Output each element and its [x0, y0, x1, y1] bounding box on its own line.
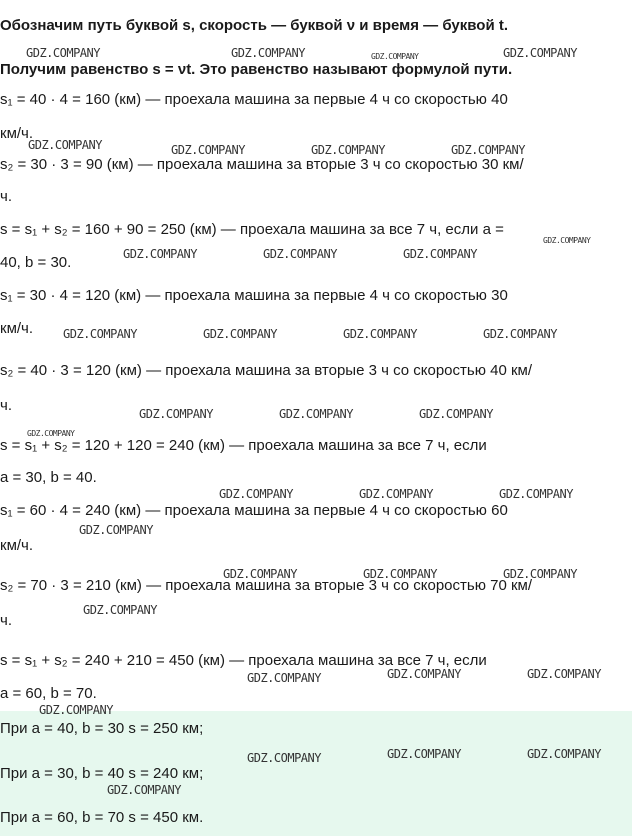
case3-s1-unit: км/ч.	[0, 537, 34, 554]
case3-s2-line: s₂ = 70 · 3 = 210 (км) — проехала машина за вторые 3 ч со скоростью 70 км/	[0, 577, 533, 594]
watermark: GDZ.COMPANY	[28, 138, 102, 152]
watermark: GDZ.COMPANY	[359, 487, 433, 501]
case1-total-line: s = s₁ + s₂ = 160 + 90 = 250 (км) — проехала машина за все 7 ч, если a =	[0, 221, 504, 238]
watermark: GDZ.COMPANY	[363, 567, 437, 581]
watermark: GDZ.COMPANY	[139, 407, 213, 421]
answer-1: При a = 40, b = 30 s = 250 км;	[0, 720, 204, 737]
watermark: GDZ.COMPANY	[63, 327, 137, 341]
watermark: GDZ.COMPANY	[387, 667, 461, 681]
watermark: GDZ.COMPANY	[263, 247, 337, 261]
case3-values: a = 60, b = 70.	[0, 685, 97, 702]
watermark: GDZ.COMPANY	[79, 523, 153, 537]
watermark: GDZ.COMPANY	[503, 46, 577, 60]
watermark: GDZ.COMPANY	[503, 567, 577, 581]
case1-s2-line: s₂ = 30 · 3 = 90 (км) — проехала машина за вторые 3 ч со скоростью 30 км/	[0, 156, 524, 173]
watermark: GDZ.COMPANY	[311, 143, 385, 157]
watermark: GDZ.COMPANY	[219, 487, 293, 501]
intro-line: Обозначим путь буквой s, скорость — буквой ν и время — буквой t.	[0, 17, 509, 34]
case3-total-line: s = s₁ + s₂ = 240 + 210 = 450 (км) — проехала машина за все 7 ч, если	[0, 652, 487, 669]
case1-s2-unit: ч.	[0, 188, 12, 205]
case3-s1-line: s₁ = 60 · 4 = 240 (км) — проехала машина за первые 4 ч со скоростью 60	[0, 502, 508, 519]
case2-values: a = 30, b = 40.	[0, 469, 97, 486]
case2-s1-line: s₁ = 30 · 4 = 120 (км) — проехала машина за первые 4 ч со скоростью 30	[0, 287, 508, 304]
watermark: GDZ.COMPANY	[387, 747, 461, 761]
formula-line: Получим равенство s = νt. Это равенство называют формулой пути.	[0, 61, 513, 78]
watermark: GDZ.COMPANY	[171, 143, 245, 157]
watermark: GDZ.COMPANY	[499, 487, 573, 501]
case1-values: 40, b = 30.	[0, 254, 72, 271]
watermark: GDZ.COMPANY	[451, 143, 525, 157]
watermark: GDZ.COMPANY	[247, 671, 321, 685]
watermark: GDZ.COMPANY	[543, 236, 591, 245]
watermark: GDZ.COMPANY	[27, 429, 75, 438]
answer-2: При a = 30, b = 40 s = 240 км;	[0, 765, 204, 782]
watermark: GDZ.COMPANY	[483, 327, 557, 341]
case3-s2-unit: ч.	[0, 612, 12, 629]
watermark: GDZ.COMPANY	[371, 52, 419, 61]
watermark: GDZ.COMPANY	[403, 247, 477, 261]
case2-s1-unit: км/ч.	[0, 320, 34, 337]
watermark: GDZ.COMPANY	[419, 407, 493, 421]
watermark: GDZ.COMPANY	[39, 703, 113, 717]
watermark: GDZ.COMPANY	[279, 407, 353, 421]
watermark: GDZ.COMPANY	[123, 247, 197, 261]
watermark: GDZ.COMPANY	[83, 603, 157, 617]
watermark: GDZ.COMPANY	[527, 747, 601, 761]
watermark: GDZ.COMPANY	[107, 783, 181, 797]
watermark: GDZ.COMPANY	[247, 751, 321, 765]
watermark: GDZ.COMPANY	[203, 327, 277, 341]
case2-total-line: s = s₁ + s₂ = 120 + 120 = 240 (км) — проехала машина за все 7 ч, если	[0, 437, 487, 454]
watermark: GDZ.COMPANY	[527, 667, 601, 681]
case1-s1-line: s₁ = 40 · 4 = 160 (км) — проехала машина за первые 4 ч со скоростью 40	[0, 91, 508, 108]
case2-s2-line: s₂ = 40 · 3 = 120 (км) — проехала машина за вторые 3 ч со скоростью 40 км/	[0, 362, 533, 379]
watermark: GDZ.COMPANY	[231, 46, 305, 60]
case1-s1-unit: км/ч.	[0, 125, 34, 142]
watermark: GDZ.COMPANY	[26, 46, 100, 60]
answer-3: При a = 60, b = 70 s = 450 км.	[0, 809, 204, 826]
watermark: GDZ.COMPANY	[223, 567, 297, 581]
case2-s2-unit: ч.	[0, 397, 12, 414]
watermark: GDZ.COMPANY	[343, 327, 417, 341]
